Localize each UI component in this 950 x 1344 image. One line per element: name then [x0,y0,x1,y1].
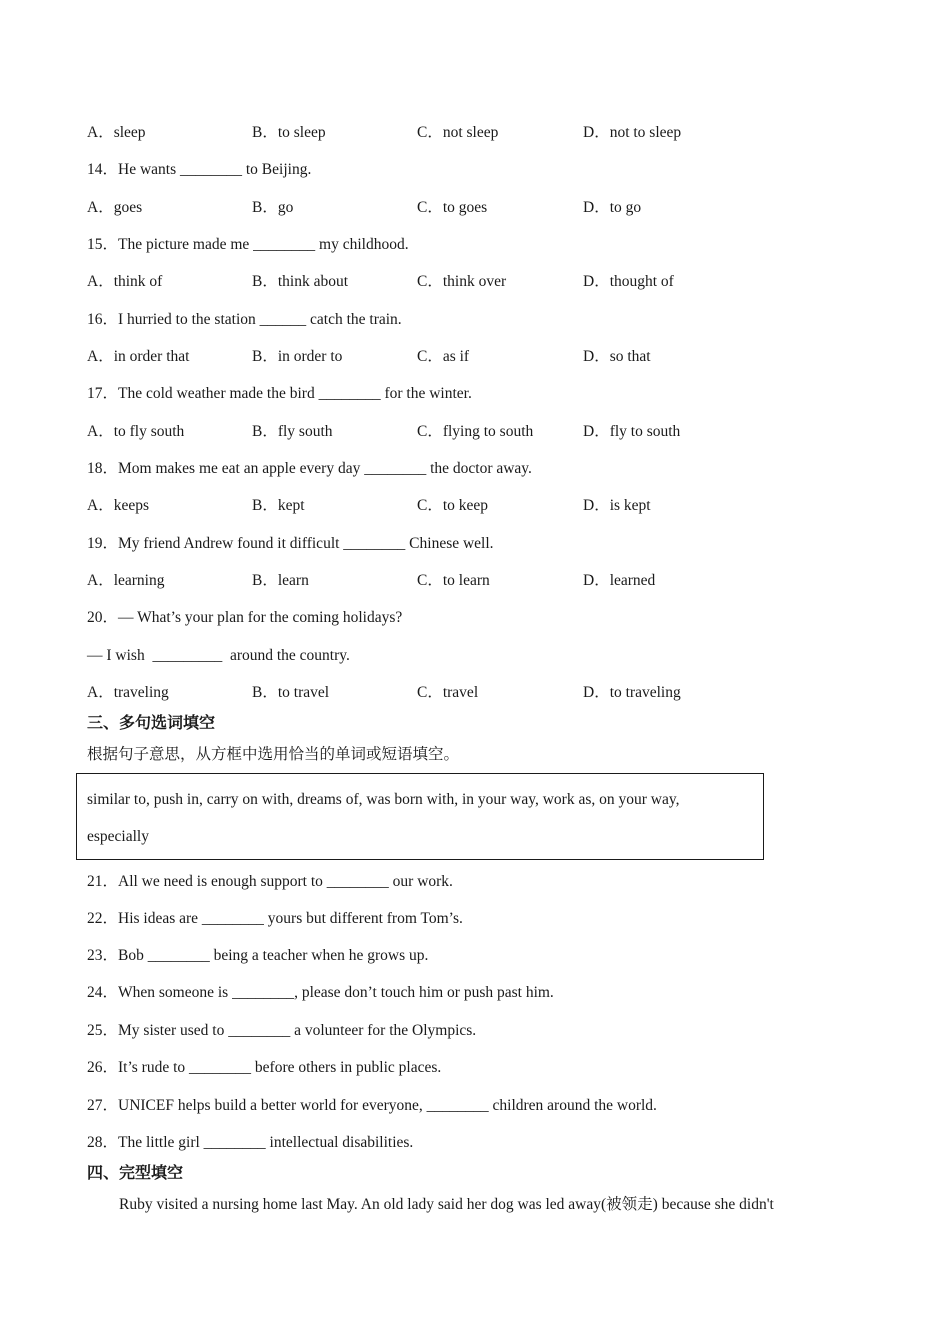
option-d: D．to traveling [583,684,681,701]
question-text: 18．Mom makes me eat an apple every day ________ the doctor away. [87,460,532,477]
question-reply: — I wish _________ around the country. [87,647,350,664]
option-b: B．to travel [252,684,330,701]
option-a: A．to fly south [87,423,185,440]
question-28: 28．The little girl ________ intellectual disabilities. [87,1134,414,1151]
question-text: 17．The cold weather made the bird ________ for the winter. [87,385,472,402]
section-3-heading: 三、多句选词填空 [87,713,216,732]
question-text: 19．My friend Andrew found it difficult ________ Chinese well. [87,535,494,552]
question-26: 26．It’s rude to ________ before others in public places. [87,1059,442,1076]
option-a: A．traveling [87,684,169,701]
question-text: 16．I hurried to the station ______ catch the train. [87,311,402,328]
option-d: D．is kept [583,497,651,514]
option-a: A．goes [87,199,143,216]
word-box-line-2: especially [87,828,149,845]
option-c: C．to goes [417,199,488,216]
option-b: B．kept [252,497,305,514]
question-24: 24．When someone is ________, please don’t touch him or push past him. [87,984,554,1001]
option-c: C．flying to south [417,423,534,440]
option-b: B．in order to [252,348,343,365]
option-d: D．not to sleep [583,124,682,141]
option-d: D．thought of [583,273,674,290]
option-b: B．go [252,199,294,216]
question-23: 23．Bob ________ being a teacher when he grows up. [87,947,429,964]
option-c: C．not sleep [417,124,499,141]
option-b: B．to sleep [252,124,326,141]
option-a: A．keeps [87,497,149,514]
section-3-instruction: 根据句子意思，从方框中选用恰当的单词或短语填空。 [87,745,460,763]
option-d: D．so that [583,348,651,365]
word-box-line-1: similar to, push in, carry on with, dreams of, was born with, in your way, work as, on your way, [87,791,680,808]
option-d: D．learned [583,572,656,589]
question-25: 25．My sister used to ________ a volunteer for the Olympics. [87,1022,477,1039]
question-text: 15．The picture made me ________ my childhood. [87,236,409,253]
option-b: B．think about [252,273,349,290]
word-box [76,773,764,860]
section-4-heading: 四、完型填空 [87,1163,184,1182]
question-text: 20．— What’s your plan for the coming holidays? [87,609,403,626]
option-c: C．travel [417,684,479,701]
option-c: C．to keep [417,497,489,514]
option-d: D．to go [583,199,642,216]
option-b: B．learn [252,572,309,589]
question-21: 21．All we need is enough support to ________ our work. [87,873,453,890]
question-27: 27．UNICEF helps build a better world for everyone, ________ children around the world. [87,1097,657,1114]
option-a: A．think of [87,273,163,290]
passage-first-line: Ruby visited a nursing home last May. An old lady said her dog was led away(被领走) because she didn't [119,1196,774,1213]
option-a: A．sleep [87,124,146,141]
option-c: C．as if [417,348,470,365]
option-a: A．in order that [87,348,190,365]
option-a: A．learning [87,572,165,589]
question-text: 14．He wants ________ to Beijing. [87,161,312,178]
question-22: 22．His ideas are ________ yours but different from Tom’s. [87,910,463,927]
option-b: B．fly south [252,423,333,440]
option-d: D．fly to south [583,423,681,440]
option-c: C．think over [417,273,507,290]
option-c: C．to learn [417,572,490,589]
